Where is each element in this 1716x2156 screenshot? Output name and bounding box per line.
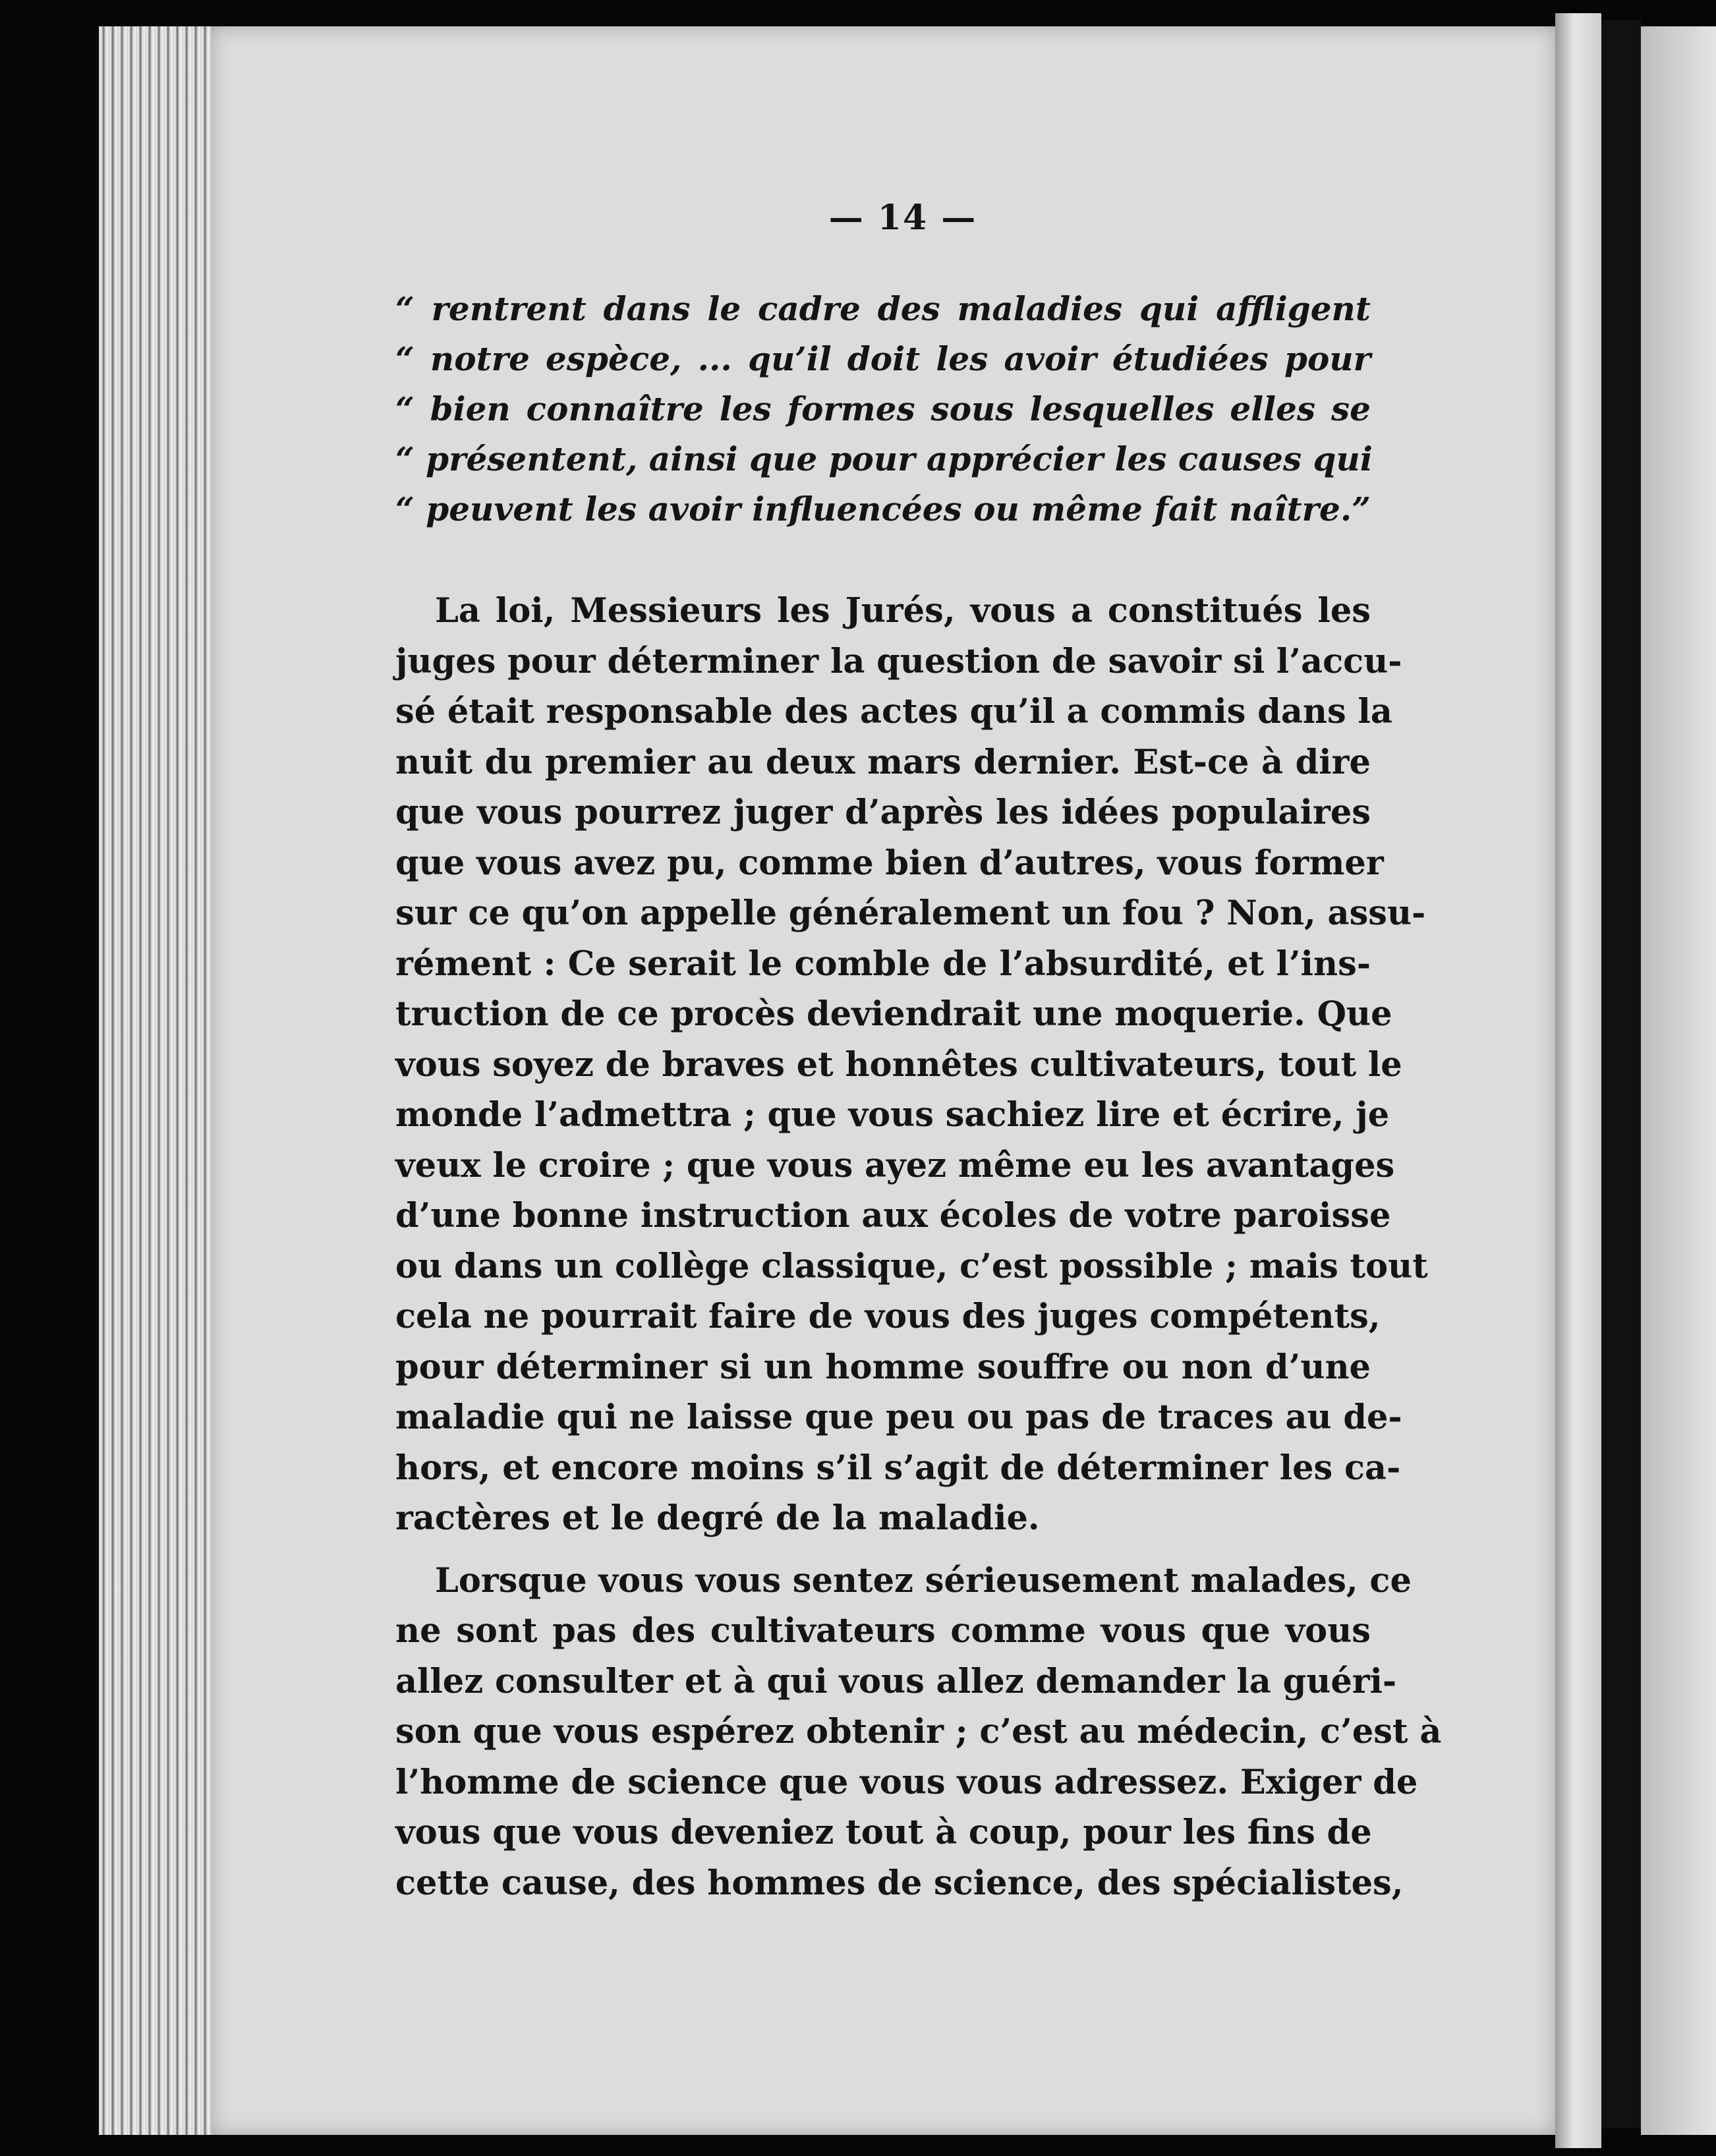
text-line: Lorsque vous vous sentez sérieusement malades, ce [435,1560,1412,1601]
text-line: que vous avez pu, comme bien d’autres, vous former [395,843,1384,883]
text-line: vous soyez de braves et honnêtes cultivateurs, tout le [395,1044,1402,1085]
page-text [395,198,1442,1908]
text-line: monde l’admettra ; que vous sachiez lire et écrire, je [395,1095,1390,1135]
text-line: allez consulter et à qui vous allez demander la guéri- [395,1661,1397,1701]
next-page-edge [1641,26,1716,2135]
text-line: nuit du premier au deux mars dernier. Est-ce à dire [395,742,1371,782]
page-number: — 14 — [828,198,977,238]
text-line: ractères et le degré de la maladie. [395,1498,1040,1538]
quote-line: “ notre espèce, ... qu’il doit les avoir étudiées pour [395,339,1371,378]
text-line: veux le croire ; que vous ayez même eu les avantages [395,1145,1395,1185]
text-line: La loi, Messieurs les Jurés, vous a constitués les [435,591,1371,631]
text-line: son que vous espérez obtenir ; c’est au médecin, c’est à [395,1712,1442,1751]
text-line: juges pour déterminer la question de savoir si l’accu- [395,641,1402,681]
text-line: ne sont pas des cultivateurs comme vous que vous [395,1611,1371,1651]
quote-line: “ présentent, ainsi que pour apprécier les causes qui [395,440,1373,478]
text-line: maladie qui ne laisse que peu ou pas de traces au de- [395,1398,1402,1437]
text-line: hors, et encore moins s’il s’agit de déterminer les ca- [395,1448,1401,1488]
text-line: truction de ce procès deviendrait une moquerie. Que [395,994,1392,1034]
spacer [395,534,1371,586]
text-line: sur ce qu’on appelle généralement un fou ? Non, assu- [395,894,1426,933]
text-line: ou dans un collège classique, c’est possible ; mais tout [395,1246,1428,1286]
quote-line: “ rentrent dans le cadre des maladies qui affligent [395,289,1371,328]
gutter-shadow [1601,20,1641,2128]
quote-line: “ bien connaître les formes sous lesquelles elles se [395,389,1371,428]
quotation-block [395,284,1371,534]
spacer [395,1544,1371,1556]
text-line: l’homme de science que vous vous adressez. Exiger de [395,1762,1418,1802]
text-line: pour déterminer si un homme souffre ou non d’une [395,1347,1371,1387]
text-line: cela ne pourrait faire de vous des juges compétents, [395,1297,1381,1336]
text-line: cette cause, des hommes de science, des spécialistes, [395,1863,1404,1903]
book-gutter [1555,13,1601,2148]
quote-line: “ peuvent les avoir influencées ou même fait naître.” [395,490,1371,528]
paragraph-2 [395,1556,1442,1909]
paragraph-1 [395,586,1428,1544]
text-line: rément : Ce serait le comble de l’absurdité, et l’ins- [395,944,1371,984]
text-line: d’une bonne instruction aux écoles de votre paroisse [395,1196,1391,1235]
text-line: que vous pourrez juger d’après les idées populaires [395,793,1371,832]
text-line: vous que vous deveniez tout à coup, pour les fins de [395,1813,1372,1852]
text-line: sé était responsable des actes qu’il a commis dans la [395,692,1392,731]
